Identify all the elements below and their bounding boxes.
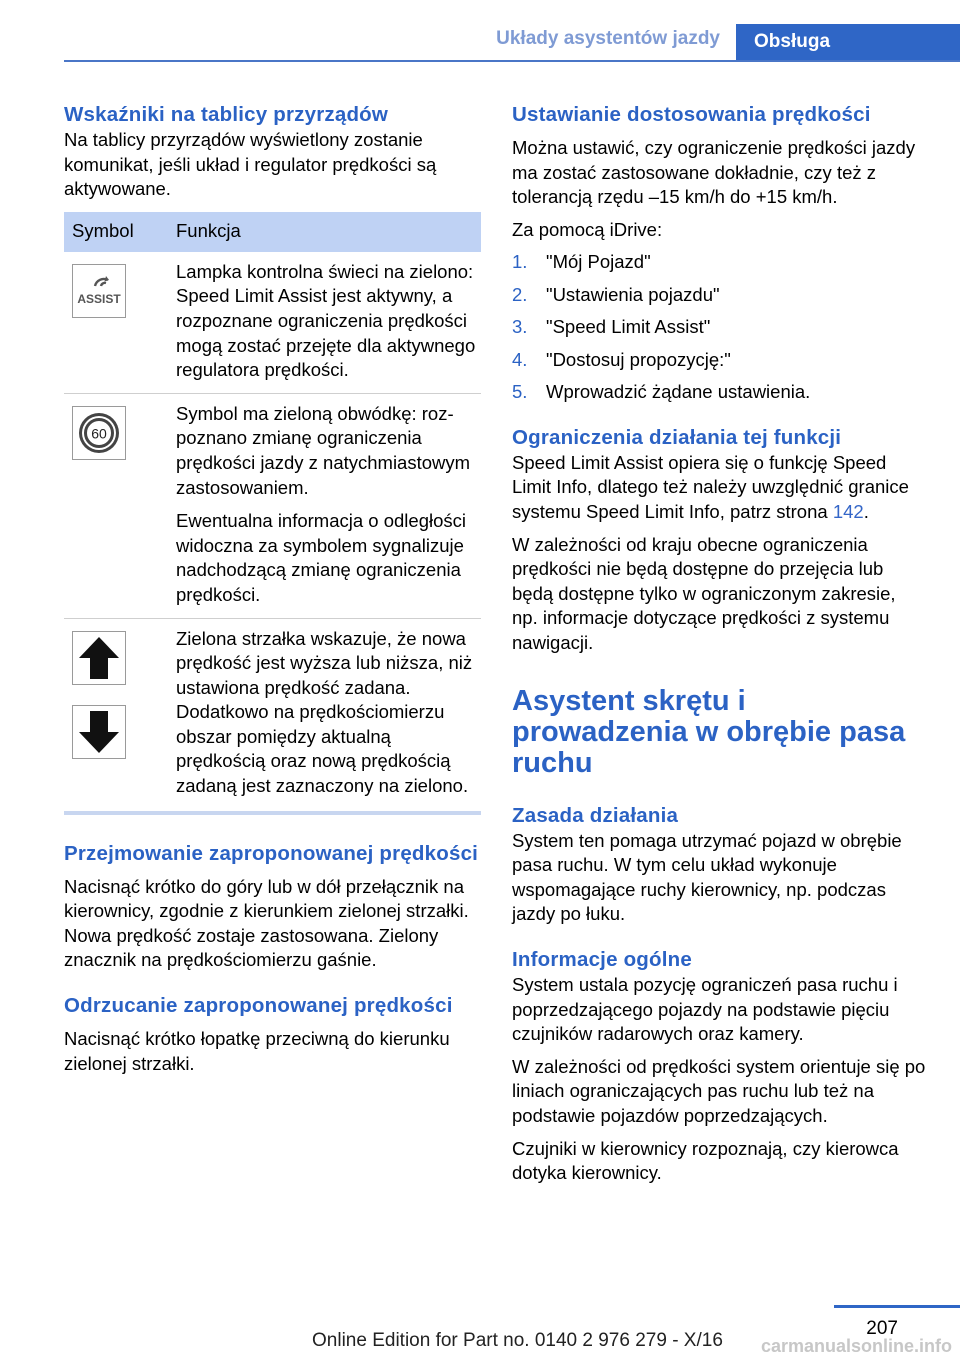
adjust-speed-heading: Ustawianie dostosowania prędkości [512,103,871,126]
running-header-section: Układy asystentów jazdy [496,28,720,49]
step-number: 5. [512,381,528,403]
accept-speed-heading: Przejmowanie zaproponowanej prędkości [64,841,479,865]
row3-function-text: Zielona strzałka wskazuje, że nowa prędkość jest wyższa lub niższa, niż ustawiona prędkość zadana. Dodatkowo na prędkościomierzu obszar pomiędzy aktualną prędkością oraz nową prędkością zadaną jest zaznaczony na zielono. [176,627,473,797]
step-number: 4. [512,348,528,370]
assist-lamp-icon [72,264,126,318]
reject-speed-heading: Odrzucanie zaproponowanej prędkości [64,994,453,1018]
general-info-heading: Informacje ogólne [512,948,692,971]
running-header-chapter-tab: Obsługa [736,24,960,62]
row2-function-text-1: Symbol ma zieloną obwódkę: rozpoznano zmianę ograniczenia prędkości jazdy z natychmiastowym zastosowaniem. [176,402,471,498]
general-info-text-2: W zależności od prędkości system orientuje się po liniach ograniczających pas ruchu lub też na podstawie pojazdów poprzedzających. [512,1055,926,1126]
list-item [512,283,926,316]
lane-assistant-heading: Asystent skrętu i prowadzenia w obrębie pasa ruchu [512,684,906,779]
indicators-intro: Na tablicy przyrządów wyświetlony zostanie komunikat, jeśli układ i regulator prędkości są aktywowane. [64,129,437,200]
limits-text-1: Speed Limit Assist opiera się o funkcję Speed Limit Info, dlatego też należy uwzględnić granice systemu Speed Limit Info, patrz strona 142. [512,451,909,523]
row1-function-text: Lampka kontrolna świeci na zielono: Speed Limit Assist jest aktywny, a rozpoznane ograniczenia prędkości mogą zostać przejęte dla aktywnego regulatora prędkości. [176,260,476,381]
right-column [512,102,926,1186]
idrive-intro: Za pomocą iDrive: [512,218,663,240]
step-number: 1. [512,251,528,273]
arrow-up-icon [72,631,126,685]
indicators-heading: Wskaźniki na tablicy przyrządów [64,103,389,126]
table-row [64,618,481,809]
page-number-rule [834,1305,960,1308]
left-column [64,102,481,1076]
speed-limit-60-icon [72,406,126,460]
arrow-down-icon [72,705,126,759]
step-number: 3. [512,316,528,338]
step-text: Wprowadzić żądane ustawienia. [546,381,811,403]
principle-heading: Zasada działania [512,803,679,827]
table-header-function: Funkcja [168,212,481,252]
list-item [512,315,926,348]
principle-text: System ten pomaga utrzymać pojazd w obrębie pasa ruchu. W tym celu układ wykonuje wspomagające ruchy kierownicy, np. podczas jazdy po łuku. [512,829,902,925]
idrive-steps [512,250,926,413]
list-item [512,348,926,381]
general-info-text-3: Czujniki w kierownicy rozpoznają, czy kierowca dotyka kierownicy. [512,1137,899,1184]
row2-function-text-2: Ewentualna informacja o odległości widoczna za symbolem sygnalizuje nadchodzącą zmianę ograniczenia prędkości. [176,510,467,605]
table-row [64,393,481,618]
page-link-142[interactable]: 142 [832,501,864,523]
list-item [512,380,926,413]
header-rule [64,60,960,62]
page-number: 207 [866,1318,898,1339]
adjust-speed-text: Można ustawić, czy ograniczenie prędkości jazdy ma zostać zastosowane dokładnie, czy też z tolerancją rzędu –15 km/h do +15 km/h. [512,137,916,208]
table-row [64,252,481,393]
step-text: "Speed Limit Assist" [546,316,711,338]
limits-text-2: W zależności od kraju obecne ograniczenia prędkości nie będą dostępne do przejęcia lub będą dostępne tylko w ograniczonym zakresie, np. informacje dotyczące prędkości z systemu nawigacji. [512,533,896,654]
table-header-symbol: Symbol [64,212,168,252]
step-number: 2. [512,283,528,305]
step-text: "Dostosuj propozycję:" [546,348,731,370]
general-info-text-1: System ustala pozycję ograniczeń pasa ruchu i poprzedzającego pojazdy na podstawie pięciu czujników radarowych oraz kamery. [512,974,898,1045]
limits-heading: Ograniczenia działania tej funkcji [512,425,842,449]
list-item [512,250,926,283]
reject-speed-text: Nacisnąć krótko łopatkę przeciwną do kierunku zielonej strzałki. [64,1028,450,1074]
online-edition-note: Online Edition for Part no. 0140 2 976 279 - X/16 [312,1330,723,1351]
assist-icon-label: ASSIST [77,291,121,306]
symbol-table [64,212,481,809]
speed-limit-value: 60 [91,425,107,442]
step-text: "Ustawienia pojazdu" [546,283,720,305]
step-text: "Mój Pojazd" [546,251,651,273]
accept-speed-text: Nacisnąć krótko do góry lub w dół przełącznik na kierownicy, zgodnie z kierunkiem zielonej strzałki. Nowa prędkość zostaje zastosowana. Zielony znacznik na prędkościomierzu gaśnie. [64,875,469,971]
watermark: carmanualsonline.info [760,1336,952,1356]
